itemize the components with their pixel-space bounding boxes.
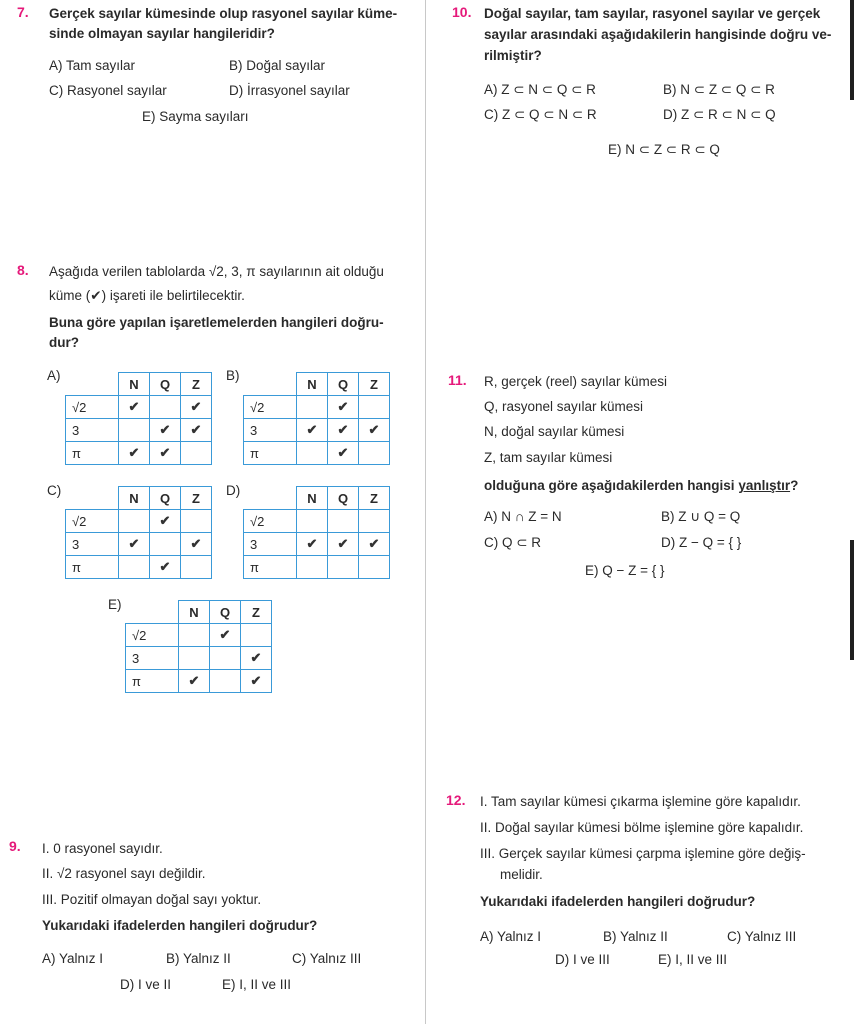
q7-stem-line2: sinde olmayan sayılar hangileridir? <box>49 26 275 41</box>
q7-number: 7. <box>17 4 29 20</box>
row-label: √2 <box>66 396 119 419</box>
q10-stem-line3: rilmiştir? <box>484 48 542 63</box>
q10-stem-line2: sayılar arasındaki aşağıdakilerin hangisinde doğru ve- <box>484 27 832 42</box>
column-header: Q <box>328 373 359 396</box>
table-row <box>244 533 390 556</box>
check-icon: ✔ <box>241 647 272 670</box>
q8-option-a-table <box>65 372 212 465</box>
q8-option-e-table <box>125 600 272 693</box>
q8-option-b-table <box>243 372 390 465</box>
table-row <box>244 419 390 442</box>
q8-number: 8. <box>17 262 29 278</box>
q11-def-z: Z, tam sayılar kümesi <box>484 450 613 465</box>
table-corner <box>126 601 179 624</box>
q12-option-b[interactable]: B) Yalnız II <box>603 929 668 944</box>
empty-cell <box>297 396 328 419</box>
check-icon: ✔ <box>297 533 328 556</box>
q9-option-a[interactable]: A) Yalnız I <box>42 951 104 966</box>
table-row <box>126 647 272 670</box>
page-edge-top <box>850 0 854 100</box>
check-icon: ✔ <box>328 442 359 465</box>
q10-option-c[interactable]: C) Z ⊂ Q ⊂ N ⊂ R <box>484 107 597 122</box>
q12-number: 12. <box>446 792 466 808</box>
empty-cell <box>150 396 181 419</box>
q12-item-3-cont: melidir. <box>500 867 543 882</box>
q10-stem-line1: Doğal sayılar, tam sayılar, rasyonel sayılar ve gerçek <box>484 6 821 21</box>
table-row <box>244 510 390 533</box>
table-row <box>244 396 390 419</box>
table-row <box>244 556 390 579</box>
q9-option-e[interactable]: E) I, II ve III <box>222 977 292 992</box>
check-icon: ✔ <box>210 624 241 647</box>
q9-item-3: III. Pozitif olmayan doğal sayı yoktur. <box>42 892 262 907</box>
empty-cell <box>359 510 390 533</box>
empty-cell <box>181 556 212 579</box>
column-header: Q <box>328 487 359 510</box>
empty-cell <box>181 510 212 533</box>
q10-number: 10. <box>452 4 472 20</box>
q8-stem-line2: küme (✔) işareti ile belirtilecektir. <box>49 288 245 303</box>
table-corner <box>244 373 297 396</box>
column-header: Z <box>241 601 272 624</box>
check-icon: ✔ <box>181 419 212 442</box>
q8-option-d-label[interactable]: D) <box>226 483 241 498</box>
q9-item-2: II. √2 rasyonel sayı değildir. <box>42 866 206 881</box>
table-corner <box>244 487 297 510</box>
q12-option-a[interactable]: A) Yalnız I <box>480 929 542 944</box>
q10-option-b[interactable]: B) N ⊂ Z ⊂ Q ⊂ R <box>663 82 775 97</box>
row-label: π <box>126 670 179 693</box>
column-header: Q <box>150 373 181 396</box>
table-row <box>244 442 390 465</box>
check-icon: ✔ <box>359 419 390 442</box>
check-icon: ✔ <box>359 533 390 556</box>
check-icon: ✔ <box>328 396 359 419</box>
column-header: N <box>297 373 328 396</box>
q12-item-1: I. Tam sayılar kümesi çıkarma işlemine göre kapalıdır. <box>480 794 801 809</box>
table-row <box>66 419 212 442</box>
q10-option-a[interactable]: A) Z ⊂ N ⊂ Q ⊂ R <box>484 82 596 97</box>
empty-cell <box>359 442 390 465</box>
column-header: Q <box>210 601 241 624</box>
q7-option-b[interactable]: B) Doğal sayılar <box>229 58 326 73</box>
empty-cell <box>210 670 241 693</box>
q11-question-text: olduğuna göre aşağıdakilerden hangisi <box>484 478 739 493</box>
q12-option-d[interactable]: D) I ve III <box>555 952 610 967</box>
row-label: π <box>66 556 119 579</box>
check-icon: ✔ <box>119 533 150 556</box>
q7-option-d[interactable]: D) İrrasyonel sayılar <box>229 83 350 98</box>
q12-option-c[interactable]: C) Yalnız III <box>727 929 797 944</box>
table-row <box>126 670 272 693</box>
row-label: π <box>66 442 119 465</box>
q8-option-a-label[interactable]: A) <box>47 368 61 383</box>
check-icon: ✔ <box>119 396 150 419</box>
empty-cell <box>150 533 181 556</box>
row-label: 3 <box>244 533 297 556</box>
q10-option-e[interactable]: E) N ⊂ Z ⊂ R ⊂ Q <box>608 142 720 157</box>
q7-option-a[interactable]: A) Tam sayılar <box>49 58 136 73</box>
column-header: Z <box>359 487 390 510</box>
q9-option-c[interactable]: C) Yalnız III <box>292 951 362 966</box>
check-icon: ✔ <box>150 442 181 465</box>
empty-cell <box>297 510 328 533</box>
check-icon: ✔ <box>181 533 212 556</box>
q8-stem-line1: Aşağıda verilen tablolarda √2, 3, π sayılarının ait olduğu <box>49 264 384 279</box>
empty-cell <box>210 647 241 670</box>
table-row <box>66 533 212 556</box>
q11-number: 11. <box>448 372 467 388</box>
column-header: N <box>297 487 328 510</box>
row-label: √2 <box>126 624 179 647</box>
check-icon: ✔ <box>328 419 359 442</box>
check-icon: ✔ <box>150 556 181 579</box>
column-header: Q <box>150 487 181 510</box>
row-label: π <box>244 442 297 465</box>
q8-option-c-table <box>65 486 212 579</box>
empty-cell <box>359 396 390 419</box>
q11-def-q: Q, rasyonel sayılar kümesi <box>484 399 644 414</box>
q11-option-b[interactable]: B) Z ∪ Q = Q <box>661 509 741 524</box>
check-icon: ✔ <box>150 419 181 442</box>
q11-option-a[interactable]: A) N ∩ Z = N <box>484 509 562 524</box>
row-label: 3 <box>66 533 119 556</box>
row-label: π <box>244 556 297 579</box>
empty-cell <box>119 556 150 579</box>
table-corner <box>66 487 119 510</box>
row-label: 3 <box>126 647 179 670</box>
q11-option-d[interactable]: D) Z − Q = { } <box>661 535 742 550</box>
empty-cell <box>297 556 328 579</box>
q11-def-n: N, doğal sayılar kümesi <box>484 424 625 439</box>
empty-cell <box>119 510 150 533</box>
q10-option-d[interactable]: D) Z ⊂ R ⊂ N ⊂ Q <box>663 107 776 122</box>
q11-question-mark: ? <box>790 478 799 493</box>
q8-option-b-label[interactable]: B) <box>226 368 240 383</box>
q9-number: 9. <box>9 838 21 854</box>
column-header: Z <box>181 373 212 396</box>
q9-question: Yukarıdaki ifadelerden hangileri doğrudur? <box>42 918 318 933</box>
empty-cell <box>241 624 272 647</box>
q8-option-c-label[interactable]: C) <box>47 483 62 498</box>
check-icon: ✔ <box>328 533 359 556</box>
check-icon: ✔ <box>150 510 181 533</box>
row-label: √2 <box>244 510 297 533</box>
empty-cell <box>179 647 210 670</box>
table-row <box>66 442 212 465</box>
q8-option-e-label[interactable]: E) <box>108 597 122 612</box>
table-corner <box>66 373 119 396</box>
q11-option-e[interactable]: E) Q − Z = { } <box>585 563 665 578</box>
row-label: 3 <box>66 419 119 442</box>
q12-question: Yukarıdaki ifadelerden hangileri doğrudur? <box>480 894 756 909</box>
q8-question-line2: dur? <box>49 335 79 350</box>
q11-question-emphasis: yanlıştır <box>738 478 791 493</box>
check-icon: ✔ <box>181 396 212 419</box>
page-edge-middle <box>850 540 854 660</box>
q12-option-e[interactable]: E) I, II ve III <box>658 952 728 967</box>
q11-def-r: R, gerçek (reel) sayılar kümesi <box>484 374 668 389</box>
q12-item-2: II. Doğal sayılar kümesi bölme işlemine göre kapalıdır. <box>480 820 804 835</box>
q9-option-b[interactable]: B) Yalnız II <box>166 951 231 966</box>
empty-cell <box>328 510 359 533</box>
q12-item-3: III. Gerçek sayılar kümesi çarpma işlemine göre değiş- <box>480 846 806 861</box>
empty-cell <box>119 419 150 442</box>
table-row <box>66 556 212 579</box>
empty-cell <box>181 442 212 465</box>
q8-option-d-table <box>243 486 390 579</box>
empty-cell <box>359 556 390 579</box>
check-icon: ✔ <box>119 442 150 465</box>
q9-item-1: I. 0 rasyonel sayıdır. <box>42 841 163 856</box>
check-icon: ✔ <box>179 670 210 693</box>
q11-option-c[interactable]: C) Q ⊂ R <box>484 535 542 550</box>
table-row <box>126 624 272 647</box>
table-row <box>66 396 212 419</box>
empty-cell <box>179 624 210 647</box>
check-icon: ✔ <box>297 419 328 442</box>
column-header: Z <box>359 373 390 396</box>
empty-cell <box>297 442 328 465</box>
table-row <box>66 510 212 533</box>
row-label: √2 <box>244 396 297 419</box>
check-icon: ✔ <box>241 670 272 693</box>
q8-question-line1: Buna göre yapılan işaretlemelerden hangileri doğru- <box>49 315 384 330</box>
q9-option-d[interactable]: D) I ve II <box>120 977 172 992</box>
q7-stem-line1: Gerçek sayılar kümesinde olup rasyonel sayılar küme- <box>49 6 398 21</box>
q7-option-c[interactable]: C) Rasyonel sayılar <box>49 83 167 98</box>
column-header: N <box>179 601 210 624</box>
q11-question <box>484 478 798 493</box>
empty-cell <box>328 556 359 579</box>
row-label: √2 <box>66 510 119 533</box>
q7-option-e[interactable]: E) Sayma sayıları <box>142 109 249 124</box>
column-header: N <box>119 373 150 396</box>
column-header: N <box>119 487 150 510</box>
row-label: 3 <box>244 419 297 442</box>
column-header: Z <box>181 487 212 510</box>
column-divider <box>425 0 426 1024</box>
